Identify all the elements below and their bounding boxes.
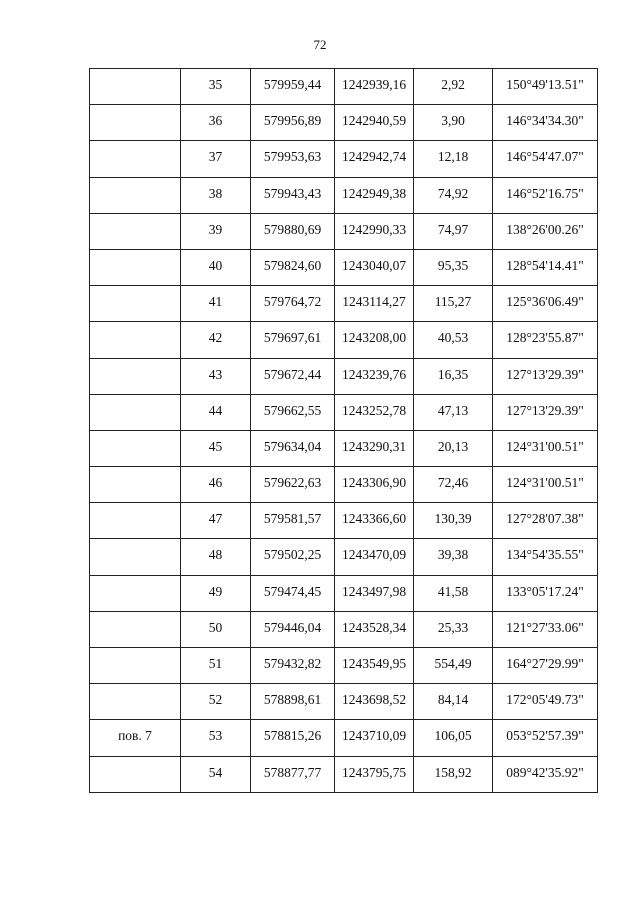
point-number: 40 xyxy=(208,257,223,273)
point-group-label-cell xyxy=(90,539,181,575)
direction-angle: 146°34'34.30" xyxy=(506,113,584,129)
x-coordinate-cell xyxy=(251,684,335,720)
x-coordinate: 579959,44 xyxy=(263,77,322,92)
table-row xyxy=(90,286,598,322)
point-group-label xyxy=(90,141,180,149)
point-number: 53 xyxy=(208,728,223,744)
segment-length: 84,14 xyxy=(437,692,469,708)
point-number-cell xyxy=(181,756,251,792)
direction-angle: 128°23'55.87" xyxy=(506,330,584,346)
segment-length: 47,13 xyxy=(437,402,469,418)
point-number: 50 xyxy=(208,619,223,635)
x-coordinate-cell xyxy=(251,213,335,249)
x-coordinate-cell xyxy=(251,141,335,177)
segment-length-cell xyxy=(414,430,493,466)
y-coordinate-cell xyxy=(335,503,414,539)
x-coordinate: 579953,63 xyxy=(263,149,322,165)
segment-length-cell xyxy=(414,394,493,430)
y-coordinate: 1243698,52 xyxy=(341,692,407,708)
y-coordinate-cell xyxy=(335,394,414,430)
x-coordinate-cell xyxy=(251,539,335,575)
table-row xyxy=(90,177,598,213)
direction-angle-cell xyxy=(493,539,598,575)
point-number-cell xyxy=(181,575,251,611)
direction-angle: 164°27'29.99" xyxy=(506,656,584,671)
point-group-label xyxy=(90,648,180,656)
point-group-label-cell xyxy=(90,684,181,720)
point-group-label xyxy=(90,286,180,294)
point-number: 39 xyxy=(208,221,223,237)
segment-length-cell xyxy=(414,467,493,503)
y-coordinate-cell xyxy=(335,177,414,213)
point-group-label xyxy=(90,539,180,547)
direction-angle-cell xyxy=(493,684,598,720)
y-coordinate: 1243252,78 xyxy=(341,402,407,418)
table-row xyxy=(90,358,598,394)
table-row xyxy=(90,322,598,358)
direction-angle: 172°05'49.73" xyxy=(506,692,584,708)
x-coordinate: 579824,60 xyxy=(263,257,322,273)
point-number: 54 xyxy=(208,764,223,780)
segment-length: 130,39 xyxy=(434,511,472,527)
direction-angle-cell xyxy=(493,322,598,358)
point-number: 52 xyxy=(208,692,223,708)
segment-length-cell xyxy=(414,684,493,720)
direction-angle-cell xyxy=(493,105,598,141)
point-number: 36 xyxy=(208,113,223,129)
direction-angle-cell xyxy=(493,648,598,684)
point-group-label-cell xyxy=(90,358,181,394)
point-number-cell xyxy=(181,648,251,684)
x-coordinate: 579943,43 xyxy=(263,185,322,201)
segment-length-cell xyxy=(414,69,493,105)
direction-angle-cell xyxy=(493,213,598,249)
x-coordinate-cell xyxy=(251,69,335,105)
segment-length: 95,35 xyxy=(437,257,469,273)
point-group-label-cell xyxy=(90,467,181,503)
x-coordinate-cell xyxy=(251,286,335,322)
x-coordinate: 579432,82 xyxy=(263,656,322,671)
point-group-label-cell xyxy=(90,756,181,792)
direction-angle-cell xyxy=(493,286,598,322)
segment-length-cell xyxy=(414,249,493,285)
y-coordinate: 1243795,75 xyxy=(341,764,407,780)
x-coordinate-cell xyxy=(251,648,335,684)
point-group-label xyxy=(90,503,180,511)
y-coordinate-cell xyxy=(335,467,414,503)
point-group-label xyxy=(90,395,180,403)
point-number: 41 xyxy=(208,294,223,310)
point-group-label xyxy=(90,105,180,113)
point-group-label xyxy=(90,69,180,77)
y-coordinate: 1242949,38 xyxy=(341,185,407,201)
point-group-label-cell xyxy=(90,430,181,466)
segment-length: 39,38 xyxy=(437,547,469,563)
y-coordinate: 1243114,27 xyxy=(342,294,406,310)
point-number-cell xyxy=(181,539,251,575)
point-number-cell xyxy=(181,684,251,720)
y-coordinate-cell xyxy=(335,611,414,647)
y-coordinate-cell xyxy=(335,213,414,249)
direction-angle: 128°54'14.41" xyxy=(506,257,584,273)
x-coordinate-cell xyxy=(251,467,335,503)
y-coordinate: 1242990,33 xyxy=(341,221,407,237)
point-number-cell xyxy=(181,430,251,466)
direction-angle-cell xyxy=(493,611,598,647)
y-coordinate-cell xyxy=(335,105,414,141)
direction-angle: 146°52'16.75" xyxy=(506,185,584,201)
direction-angle: 138°26'00.26" xyxy=(506,221,584,237)
x-coordinate: 579956,89 xyxy=(263,113,322,129)
x-coordinate: 579502,25 xyxy=(263,547,322,563)
segment-length-cell xyxy=(414,286,493,322)
y-coordinate: 1243528,34 xyxy=(341,619,407,635)
coordinates-table-body xyxy=(90,69,598,793)
segment-length-cell xyxy=(414,539,493,575)
y-coordinate-cell xyxy=(335,141,414,177)
point-group-label-cell xyxy=(90,213,181,249)
direction-angle: 146°54'47.07" xyxy=(506,149,584,165)
y-coordinate: 1243208,00 xyxy=(341,330,407,346)
point-group-label-cell xyxy=(90,503,181,539)
segment-length-cell xyxy=(414,177,493,213)
point-number-cell xyxy=(181,322,251,358)
x-coordinate: 579446,04 xyxy=(263,619,322,635)
table-row xyxy=(90,141,598,177)
point-group-label: пов. 7 xyxy=(118,728,152,744)
table-row xyxy=(90,684,598,720)
segment-length: 72,46 xyxy=(437,475,469,491)
y-coordinate: 1242940,59 xyxy=(341,113,407,129)
x-coordinate: 579581,57 xyxy=(263,511,322,527)
point-number-cell xyxy=(181,358,251,394)
point-number-cell xyxy=(181,611,251,647)
point-number-cell xyxy=(181,249,251,285)
point-number: 47 xyxy=(208,511,223,527)
y-coordinate-cell xyxy=(335,358,414,394)
y-coordinate: 1243366,60 xyxy=(341,511,407,527)
direction-angle: 124°31'00.51" xyxy=(506,475,584,491)
y-coordinate: 1243470,09 xyxy=(341,547,407,563)
y-coordinate-cell xyxy=(335,69,414,105)
point-number-cell xyxy=(181,503,251,539)
point-number-cell xyxy=(181,105,251,141)
x-coordinate-cell xyxy=(251,503,335,539)
x-coordinate-cell xyxy=(251,430,335,466)
y-coordinate: 1242942,74 xyxy=(341,149,407,165)
point-number-cell xyxy=(181,69,251,105)
x-coordinate-cell xyxy=(251,249,335,285)
segment-length-cell xyxy=(414,322,493,358)
x-coordinate: 579622,63 xyxy=(263,475,322,491)
x-coordinate: 579662,55 xyxy=(263,402,322,418)
direction-angle-cell xyxy=(493,358,598,394)
point-group-label xyxy=(90,250,180,258)
segment-length-cell xyxy=(414,358,493,394)
table-row xyxy=(90,611,598,647)
x-coordinate-cell xyxy=(251,105,335,141)
segment-length: 20,13 xyxy=(437,438,469,454)
point-group-label-cell xyxy=(90,286,181,322)
point-group-label xyxy=(90,214,180,222)
point-number: 49 xyxy=(208,583,223,599)
table-row xyxy=(90,467,598,503)
y-coordinate: 1243239,76 xyxy=(341,366,407,382)
direction-angle-cell xyxy=(493,177,598,213)
table-row xyxy=(90,394,598,430)
table-row xyxy=(90,720,598,756)
x-coordinate: 579474,45 xyxy=(263,583,322,599)
point-group-label-cell xyxy=(90,720,181,756)
point-number: 38 xyxy=(208,185,223,201)
x-coordinate-cell xyxy=(251,720,335,756)
point-number-cell xyxy=(181,141,251,177)
y-coordinate: 1243549,95 xyxy=(341,656,407,671)
segment-length-cell xyxy=(414,648,493,684)
x-coordinate: 578877,77 xyxy=(263,764,322,780)
segment-length: 25,33 xyxy=(437,619,469,635)
segment-length-cell xyxy=(414,141,493,177)
y-coordinate-cell xyxy=(335,430,414,466)
x-coordinate: 578815,26 xyxy=(263,728,322,744)
direction-angle-cell xyxy=(493,141,598,177)
direction-angle-cell xyxy=(493,756,598,792)
y-coordinate-cell xyxy=(335,539,414,575)
segment-length: 106,05 xyxy=(434,728,472,744)
direction-angle-cell xyxy=(493,249,598,285)
segment-length: 74,92 xyxy=(437,185,469,201)
table-row xyxy=(90,539,598,575)
x-coordinate: 579764,72 xyxy=(263,294,322,310)
y-coordinate-cell xyxy=(335,648,414,684)
direction-angle: 127°13'29.39" xyxy=(506,366,584,382)
point-group-label-cell xyxy=(90,611,181,647)
coordinates-table xyxy=(89,68,598,793)
table-row xyxy=(90,503,598,539)
point-group-label-cell xyxy=(90,141,181,177)
y-coordinate: 1243040,07 xyxy=(341,257,407,273)
point-group-label xyxy=(90,431,180,439)
y-coordinate-cell xyxy=(335,322,414,358)
y-coordinate-cell xyxy=(335,720,414,756)
x-coordinate-cell xyxy=(251,611,335,647)
table-row xyxy=(90,648,598,684)
segment-length: 12,18 xyxy=(437,149,469,165)
segment-length-cell xyxy=(414,720,493,756)
x-coordinate: 579697,61 xyxy=(263,330,322,346)
direction-angle: 127°13'29.39" xyxy=(506,402,584,418)
y-coordinate-cell xyxy=(335,286,414,322)
table-row xyxy=(90,575,598,611)
point-group-label xyxy=(90,322,180,330)
direction-angle-cell xyxy=(493,69,598,105)
segment-length: 40,53 xyxy=(437,330,469,346)
point-number: 43 xyxy=(208,366,223,382)
point-group-label-cell xyxy=(90,322,181,358)
point-number-cell xyxy=(181,720,251,756)
direction-angle: 124°31'00.51" xyxy=(506,438,584,454)
segment-length: 115,27 xyxy=(434,294,472,310)
segment-length-cell xyxy=(414,105,493,141)
segment-length: 41,58 xyxy=(437,583,469,599)
y-coordinate: 1243710,09 xyxy=(341,728,407,744)
point-number-cell xyxy=(181,467,251,503)
point-number: 42 xyxy=(208,330,223,346)
point-group-label-cell xyxy=(90,648,181,684)
direction-angle: 133°05'17.24" xyxy=(506,583,584,599)
point-number-cell xyxy=(181,213,251,249)
direction-angle-cell xyxy=(493,575,598,611)
x-coordinate: 579672,44 xyxy=(263,366,322,382)
direction-angle: 150°49'13.51" xyxy=(506,77,584,92)
point-group-label-cell xyxy=(90,575,181,611)
y-coordinate-cell xyxy=(335,249,414,285)
y-coordinate: 1243497,98 xyxy=(341,583,407,599)
point-number: 37 xyxy=(208,149,223,165)
direction-angle: 134°54'35.55" xyxy=(506,547,584,563)
point-group-label-cell xyxy=(90,249,181,285)
y-coordinate: 1243290,31 xyxy=(341,438,407,454)
y-coordinate: 1242939,16 xyxy=(341,77,407,92)
point-number-cell xyxy=(181,286,251,322)
x-coordinate-cell xyxy=(251,177,335,213)
segment-length: 2,92 xyxy=(441,77,465,92)
x-coordinate: 579634,04 xyxy=(263,438,322,454)
x-coordinate-cell xyxy=(251,575,335,611)
segment-length: 74,97 xyxy=(437,221,469,237)
x-coordinate: 579880,69 xyxy=(263,221,322,237)
segment-length: 3,90 xyxy=(441,113,465,129)
direction-angle-cell xyxy=(493,467,598,503)
direction-angle: 125°36'06.49" xyxy=(506,294,584,310)
segment-length-cell xyxy=(414,503,493,539)
direction-angle-cell xyxy=(493,503,598,539)
point-group-label xyxy=(90,359,180,367)
point-group-label xyxy=(90,684,180,692)
point-number: 35 xyxy=(208,77,223,92)
x-coordinate-cell xyxy=(251,394,335,430)
direction-angle-cell xyxy=(493,394,598,430)
page-number: 72 xyxy=(313,37,327,52)
y-coordinate: 1243306,90 xyxy=(341,475,407,491)
point-number: 46 xyxy=(208,475,223,491)
point-number-cell xyxy=(181,394,251,430)
segment-length: 554,49 xyxy=(434,656,472,671)
segment-length-cell xyxy=(414,213,493,249)
point-group-label-cell xyxy=(90,105,181,141)
x-coordinate-cell xyxy=(251,358,335,394)
y-coordinate-cell xyxy=(335,756,414,792)
segment-length-cell xyxy=(414,575,493,611)
direction-angle-cell xyxy=(493,720,598,756)
y-coordinate-cell xyxy=(335,684,414,720)
segment-length: 16,35 xyxy=(437,366,469,382)
x-coordinate: 578898,61 xyxy=(263,692,322,708)
direction-angle: 053°52'57.39" xyxy=(506,728,584,744)
table-row xyxy=(90,213,598,249)
point-number-cell xyxy=(181,177,251,213)
point-number: 45 xyxy=(208,438,223,454)
point-group-label-cell xyxy=(90,69,181,105)
point-number: 44 xyxy=(208,402,223,418)
table-row xyxy=(90,249,598,285)
segment-length-cell xyxy=(414,756,493,792)
point-group-label xyxy=(90,612,180,620)
direction-angle: 121°27'33.06" xyxy=(506,619,584,635)
point-number: 51 xyxy=(208,656,223,671)
x-coordinate-cell xyxy=(251,322,335,358)
segment-length: 158,92 xyxy=(434,764,472,780)
direction-angle-cell xyxy=(493,430,598,466)
point-group-label xyxy=(90,467,180,475)
segment-length-cell xyxy=(414,611,493,647)
point-group-label xyxy=(90,178,180,186)
point-group-label xyxy=(90,576,180,584)
table-row xyxy=(90,69,598,105)
point-group-label-cell xyxy=(90,394,181,430)
x-coordinate-cell xyxy=(251,756,335,792)
direction-angle: 089°42'35.92" xyxy=(506,764,584,780)
point-number: 48 xyxy=(208,547,223,563)
table-row xyxy=(90,430,598,466)
table-row xyxy=(90,105,598,141)
point-group-label-cell xyxy=(90,177,181,213)
direction-angle: 127°28'07.38" xyxy=(506,511,584,527)
point-group-label xyxy=(90,757,180,765)
y-coordinate-cell xyxy=(335,575,414,611)
table-row xyxy=(90,756,598,792)
